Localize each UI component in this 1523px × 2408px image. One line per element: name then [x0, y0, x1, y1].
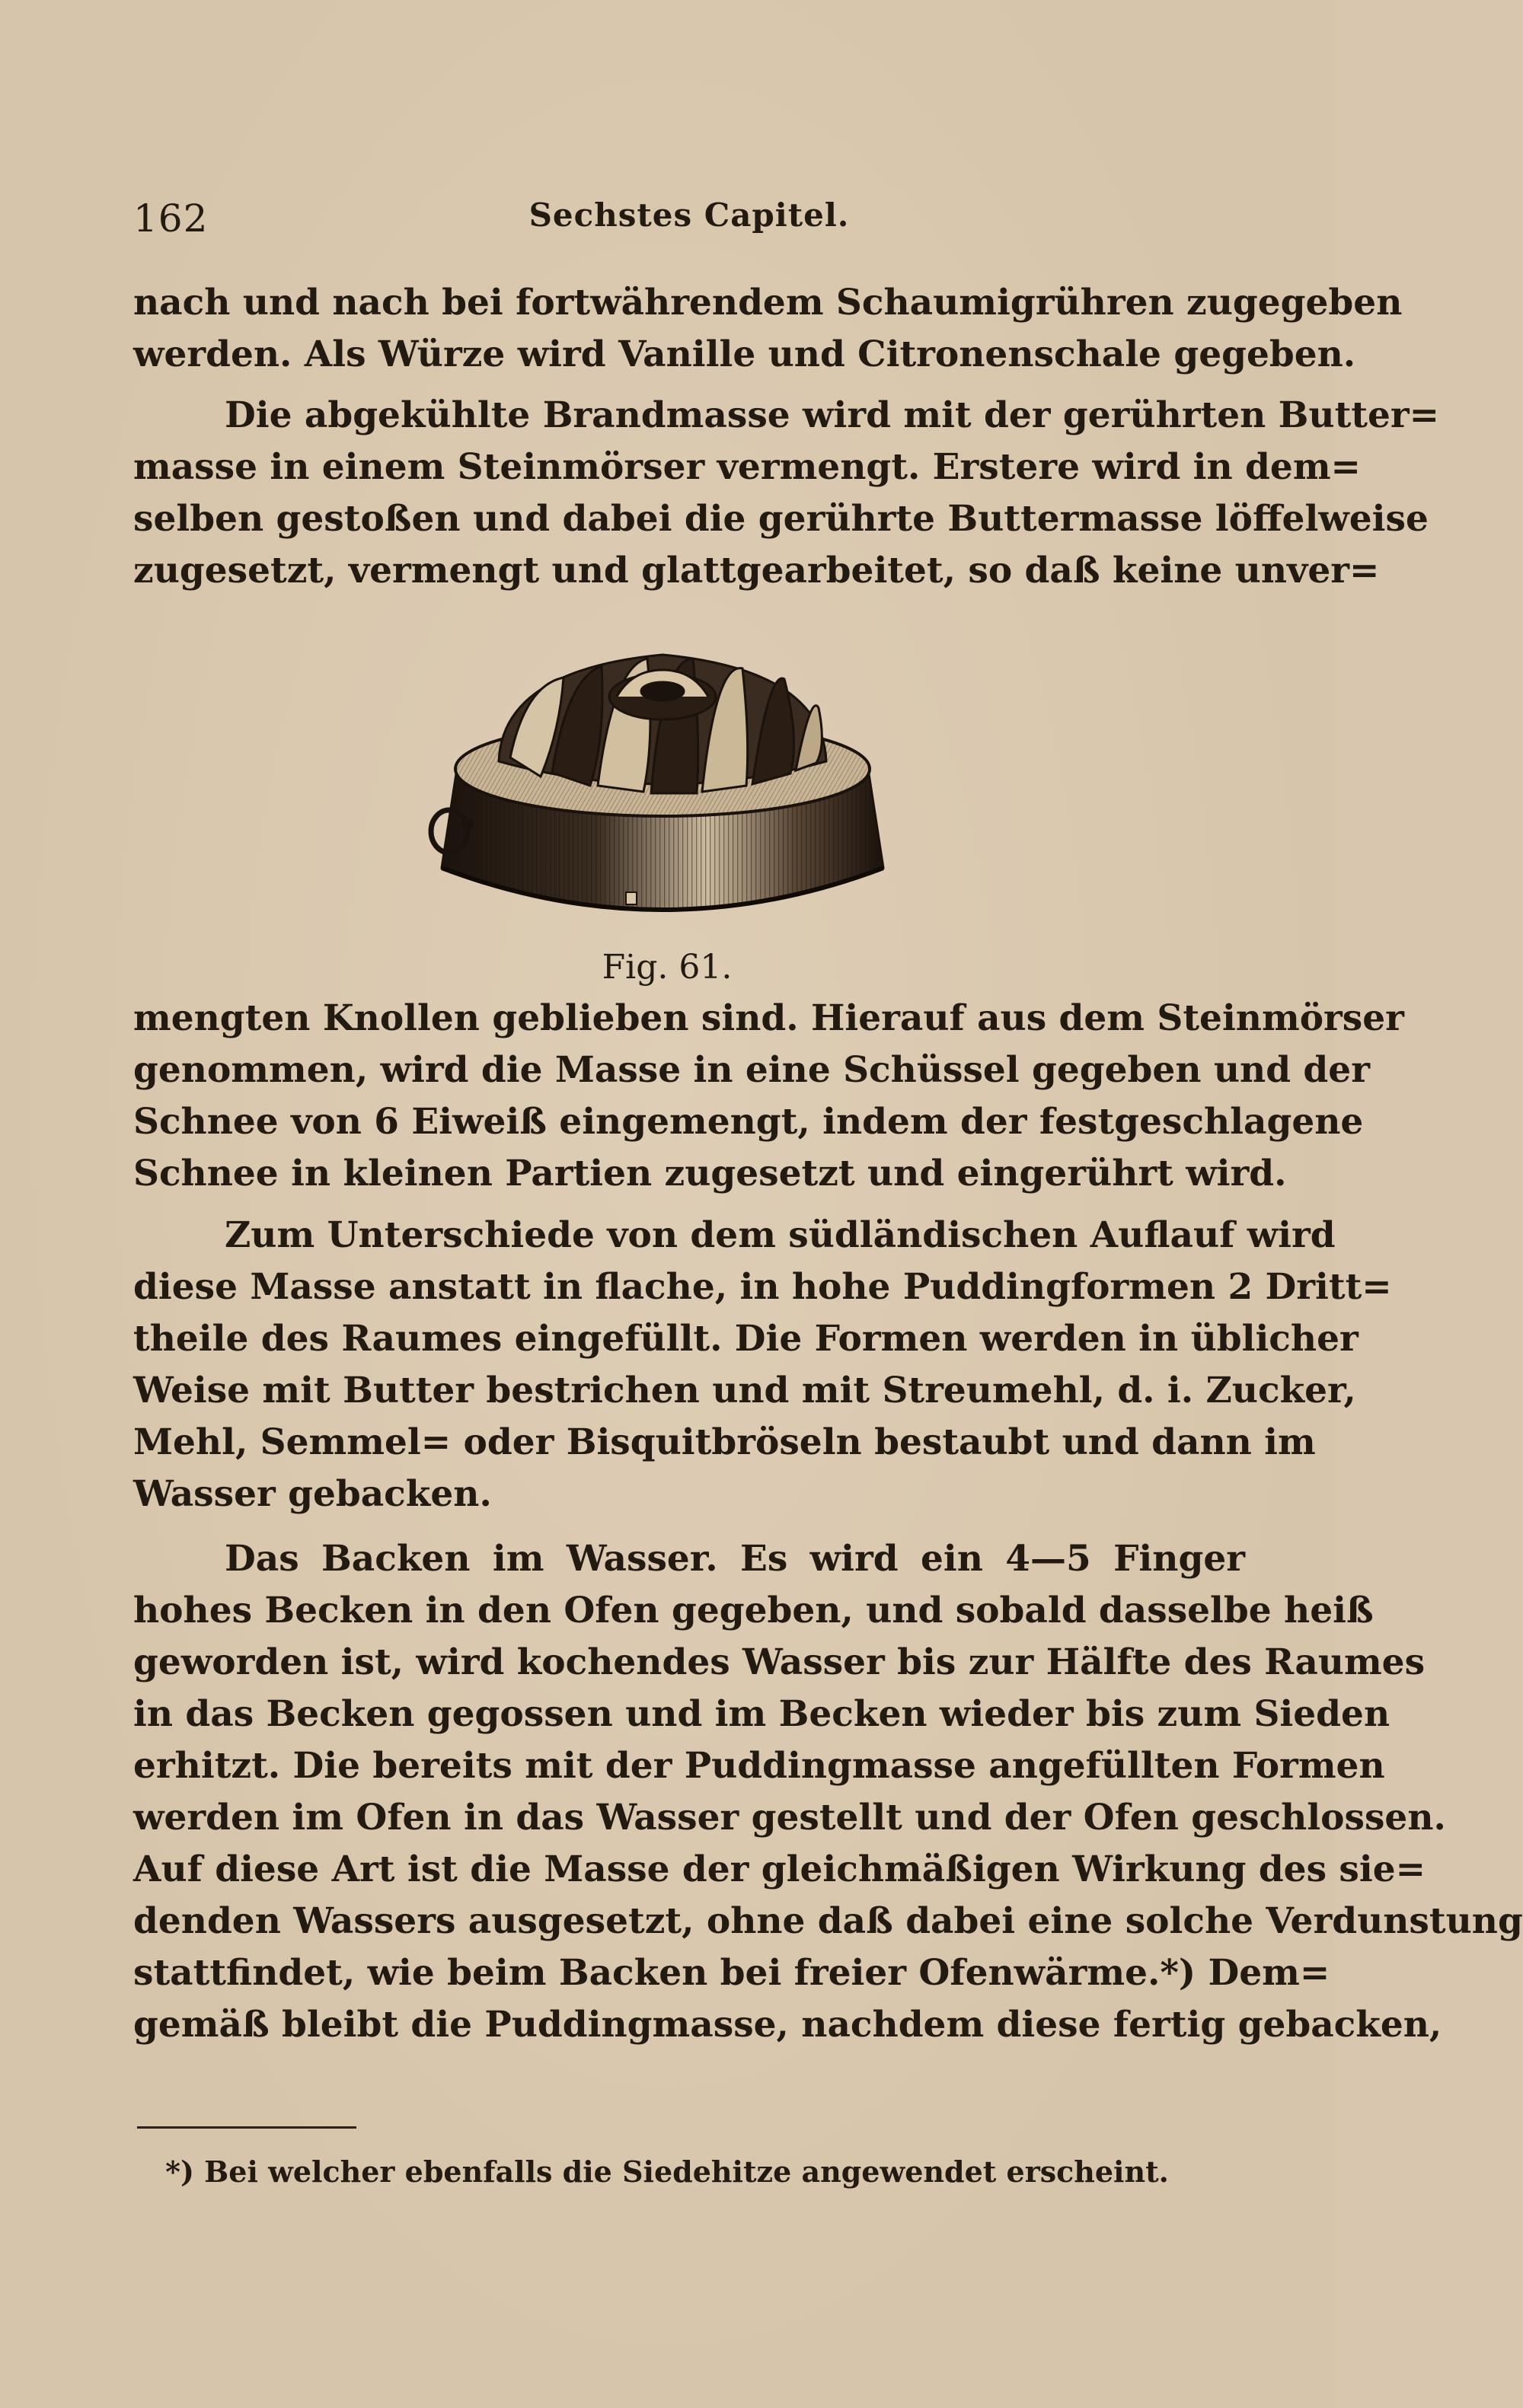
text-line: erhitzt. Die bereits mit der Puddingmasse angefüllten Formen — [133, 1745, 1385, 1787]
paragraph-brandmasse — [133, 390, 1440, 597]
text-line: denden Wassers ausgesetzt, ohne daß dabei eine solche Verdunstung — [133, 1900, 1523, 1942]
figure-caption: Fig. 61. — [602, 948, 733, 987]
running-title: Sechstes Capitel. — [528, 196, 850, 234]
pudding-mold-icon — [426, 624, 899, 944]
text-line: masse in einem Steinmörser vermengt. Erstere wird in dem= — [133, 446, 1361, 488]
paragraph-unterschiede — [133, 1210, 1392, 1520]
text-line: werden. Als Würze wird Vanille und Citronenschale gegeben. — [133, 333, 1356, 375]
text-line: nach und nach bei fortwährendem Schaumigrühren zugegeben — [133, 282, 1403, 324]
page-header — [133, 196, 1245, 242]
pudding-mold-illustration — [426, 624, 899, 944]
paragraph-backen-im-wasser — [133, 1533, 1523, 2051]
text-line: Auf diese Art ist die Masse der gleichmäßigen Wirkung des sie= — [133, 1848, 1426, 1890]
text-line: Das Backen im Wasser. Es wird ein 4—5 Finger — [225, 1538, 1245, 1580]
text-line: mengten Knollen geblieben sind. Hierauf aus dem Steinmörser — [133, 997, 1404, 1039]
footnote: *) Bei welcher ebenfalls die Siedehitze angewendet erscheint. — [165, 2154, 1169, 2189]
text-line: Die abgekühlte Brandmasse wird mit der gerührten Butter= — [225, 394, 1440, 436]
text-line: hohes Becken in den Ofen gegeben, und sobald dasselbe heiß — [133, 1590, 1374, 1631]
text-line: geworden ist, wird kochendes Wasser bis zur Hälfte des Raumes — [133, 1641, 1426, 1683]
footnote-divider — [137, 2126, 356, 2129]
page-number: 162 — [133, 196, 209, 241]
text-line: werden im Ofen in das Wasser gestellt und der Ofen geschlossen. — [133, 1797, 1446, 1839]
text-line: selben gestoßen und dabei die gerührte Buttermasse löffelweise — [133, 498, 1429, 540]
text-line: Zum Unterschiede von dem südländischen Auflauf wird — [225, 1214, 1336, 1256]
text-line: in das Becken gegossen und im Becken wieder bis zum Sieden — [133, 1693, 1390, 1735]
paragraph-continuation-2 — [133, 993, 1404, 1200]
text-line: diese Masse anstatt in flache, in hohe Puddingformen 2 Dritt= — [133, 1266, 1392, 1308]
text-line: theile des Raumes eingefüllt. Die Formen werden in üblicher — [133, 1318, 1359, 1360]
text-line: Wasser gebacken. — [133, 1473, 492, 1515]
text-line: stattfindet, wie beim Backen bei freier Ofenwärme.*) Dem= — [133, 1952, 1330, 1994]
text-line: zugesetzt, vermengt und glattgearbeitet, so daß keine unver= — [133, 550, 1380, 592]
text-line: Schnee in kleinen Partien zugesetzt und eingerührt wird. — [133, 1153, 1287, 1194]
text-line: gemäß bleibt die Puddingmasse, nachdem diese fertig gebacken, — [133, 2004, 1442, 2046]
paragraph-continuation — [133, 277, 1403, 381]
text-line: genommen, wird die Masse in eine Schüssel gegeben und der — [133, 1049, 1370, 1091]
text-line: Mehl, Semmel= oder Bisquitbröseln bestaubt und dann im — [133, 1421, 1316, 1463]
text-line: Weise mit Butter bestrichen und mit Streumehl, d. i. Zucker, — [133, 1370, 1356, 1411]
text-line: Schnee von 6 Eiweiß eingemengt, indem der festgeschlagene — [133, 1101, 1364, 1143]
